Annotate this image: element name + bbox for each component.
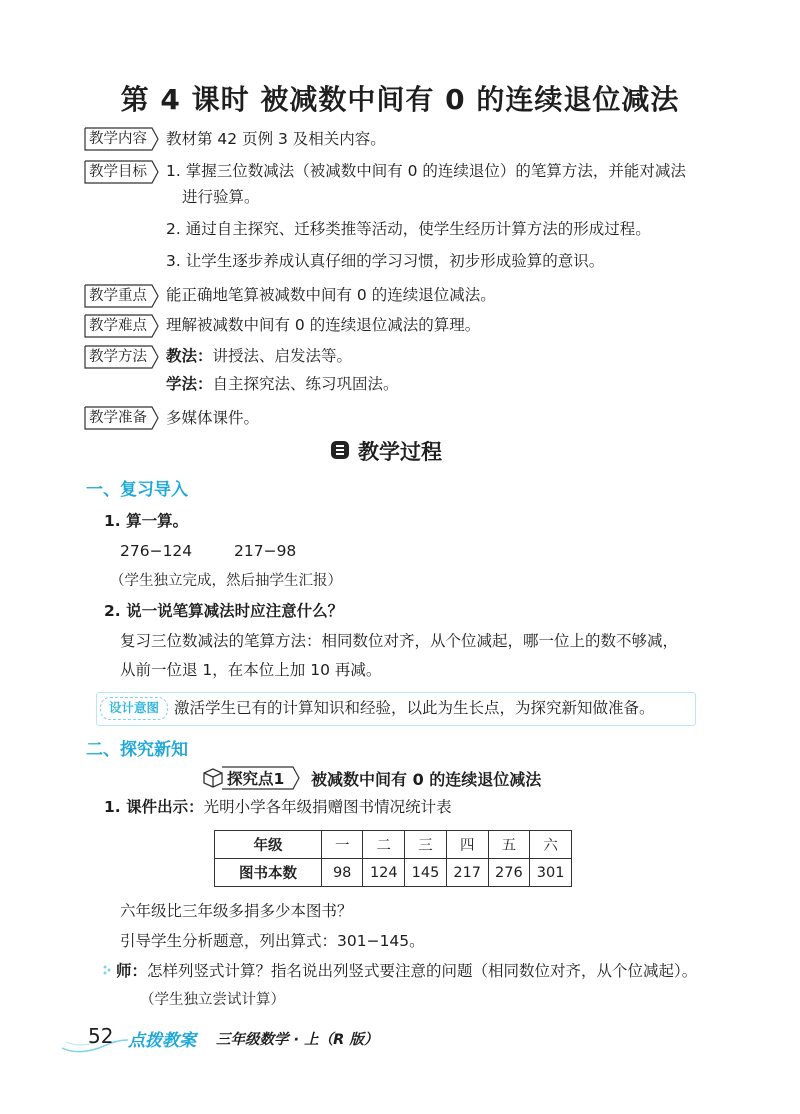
review-answer-line-1: 复习三位数减法的笔算方法：相同数位对齐，从个位减起，哪一位上的数不够减， (120, 632, 679, 650)
table-row (215, 859, 572, 887)
expression-2: 217−98 (234, 542, 297, 560)
teacher-label: 师： (116, 962, 148, 980)
review-answer-line-2: 从前一位退 1，在本位上加 10 再减。 (120, 661, 382, 679)
student-note: （学生独立尝试计算） (140, 992, 285, 1008)
table-header-cell: 六 (530, 831, 572, 859)
teacher-text: 怎样列竖式计算？指名说出列竖式要注意的问题（相同数位对齐，从个位减起）。 (147, 962, 698, 980)
page-number: 52 (88, 1024, 114, 1048)
difficulty-text: 理解被减数中间有 0 的连续退位减法的算理。 (166, 316, 481, 334)
table-cell: 217 (446, 859, 488, 887)
method-teach-text: 讲授法、启发法等。 (212, 347, 353, 365)
teaching-content-text: 教材第 42 页例 3 及相关内容。 (166, 130, 386, 148)
key-point-text: 能正确地笔算被减数中间有 0 的连续退位减法。 (166, 286, 496, 304)
section-explore-heading: 二、探究新知 (86, 740, 188, 760)
method-teach (166, 345, 352, 367)
table-header-cell: 五 (488, 831, 530, 859)
book-icon (330, 440, 350, 460)
review-note: （学生独立完成，然后抽学生汇报） (110, 573, 342, 589)
section-review-heading: 一、复习导入 (86, 480, 188, 500)
table-row-label: 图书本数 (215, 859, 322, 887)
goal-3: 3. 让学生逐步养成认真仔细的学习习惯，初步形成验算的意识。 (166, 252, 605, 270)
method-teach-label: 教法： (166, 347, 213, 365)
review-question-2: 2. 说一说笔算减法时应注意什么？ (104, 602, 344, 620)
book-donation-table (214, 830, 572, 887)
goal-1-line-1: 1. 掌握三位数减法（被减数中间有 0 的连续退位）的笔算方法，并能对减法 (166, 162, 686, 180)
table-header-cell: 三 (405, 831, 447, 859)
goal-1-line-2: 进行验算。 (182, 188, 260, 206)
table-header-cell: 一 (321, 831, 363, 859)
design-intent-text: 激活学生已有的计算知识和经验，以此为生长点，为探究新知做准备。 (174, 699, 655, 717)
goal-2: 2. 通过自主探究、迁移类推等活动，使学生经历计算方法的形成过程。 (166, 220, 651, 238)
expression-1: 276−124 (120, 542, 193, 560)
table-cell: 124 (363, 859, 405, 887)
table-header-cell: 年级 (215, 831, 322, 859)
table-cell: 276 (488, 859, 530, 887)
guide-line: 引导学生分析题意，列出算式：301−145。 (120, 932, 425, 950)
brand-logo: 点拨教案 (128, 1031, 196, 1051)
preparation-text: 多媒体课件。 (166, 409, 260, 427)
explore-item-1 (104, 796, 452, 818)
table-header-cell: 二 (363, 831, 405, 859)
review-question-1: 1. 算一算。 (104, 512, 189, 530)
cube-icon (203, 768, 223, 788)
page-footer (60, 1024, 460, 1054)
explore-item-1-text: 光明小学各年级捐赠图书情况统计表 (203, 798, 452, 816)
page-title: 第 4 课时 被减数中间有 0 的连续退位减法 (120, 83, 680, 116)
question-line: 六年级比三年级多捐多少本图书？ (120, 902, 353, 920)
table-cell: 301 (530, 859, 572, 887)
method-learn (166, 373, 399, 395)
table-row (215, 831, 572, 859)
bullet-dots-icon (102, 961, 110, 969)
explore-item-1-label: 1. 课件出示： (104, 798, 204, 816)
table-header-cell: 四 (446, 831, 488, 859)
table-cell: 98 (321, 859, 363, 887)
design-intent-tag: 设计意图 (100, 697, 168, 720)
method-learn-text: 自主探究法、练习巩固法。 (212, 375, 399, 393)
method-learn-label: 学法： (166, 375, 213, 393)
table-cell: 145 (405, 859, 447, 887)
teacher-line (116, 960, 697, 982)
book-title: 三年级数学 · 上（R 版） (216, 1032, 379, 1048)
